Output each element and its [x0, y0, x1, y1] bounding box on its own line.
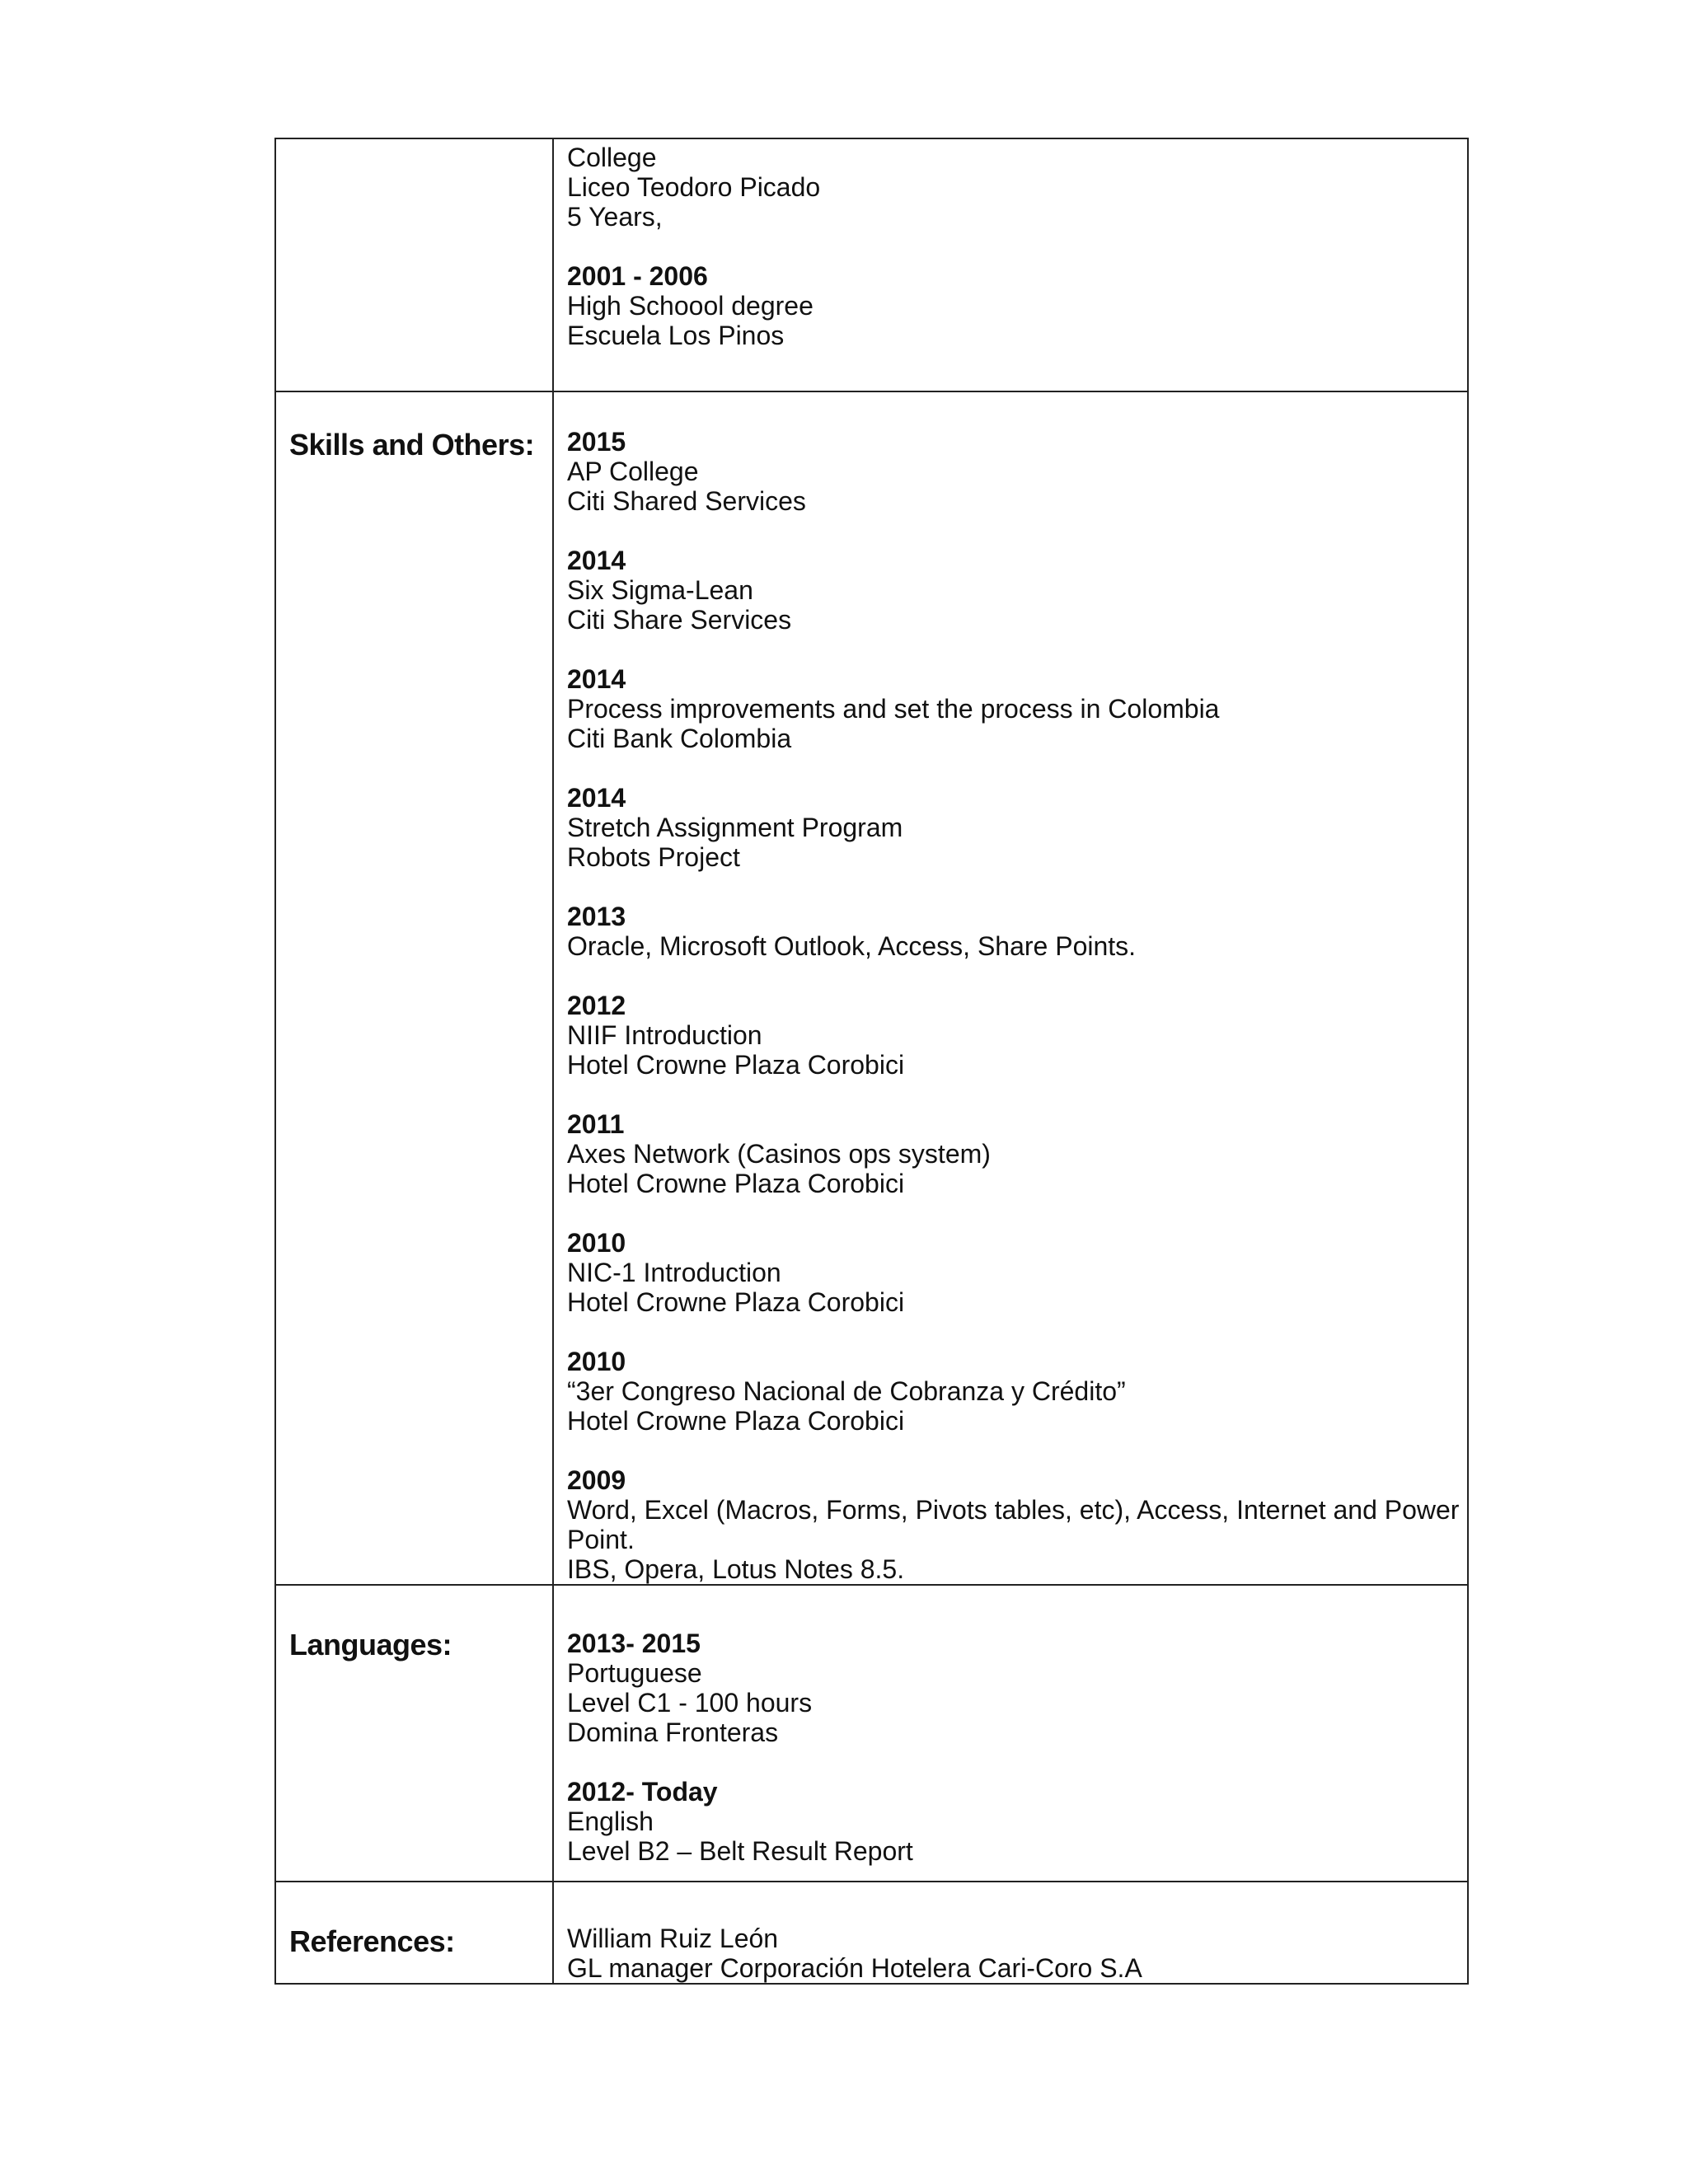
skills-entry [567, 1109, 1467, 1198]
languages-entry-line: Domina Fronteras [567, 1718, 779, 1747]
skills-entry-year: 2012 [567, 991, 626, 1020]
skills-entry-line: Process improvements and set the process in Colombia [567, 694, 1220, 724]
education-label-cell [275, 138, 553, 391]
references-row [275, 1882, 1468, 1984]
skills-entry [567, 991, 1467, 1080]
references-entry [567, 1924, 1467, 1983]
skills-entry-line: Hotel Crowne Plaza Corobici [567, 1169, 905, 1198]
skills-entry-line: Citi Bank Colombia [567, 724, 792, 753]
education-entry [567, 143, 1467, 232]
skills-label-cell [275, 391, 553, 1585]
education-entry [567, 261, 1467, 350]
skills-label: Skills and Others: [289, 428, 535, 462]
languages-entry [567, 1777, 1467, 1866]
education-entry-line: High Schoool degree [567, 291, 814, 321]
skills-row [275, 391, 1468, 1585]
skills-entry [567, 546, 1467, 635]
references-label: References: [289, 1924, 455, 1958]
skills-entry-line: Stretch Assignment Program [567, 813, 903, 842]
skills-entry-year: 2009 [567, 1465, 626, 1495]
education-entry-line: Liceo Teodoro Picado [567, 172, 821, 202]
skills-entry-year: 2014 [567, 546, 626, 575]
skills-entry-line: Citi Share Services [567, 605, 792, 635]
skills-entry [567, 1228, 1467, 1317]
languages-entry-line: Level B2 – Belt Result Report [567, 1836, 913, 1866]
skills-entry-line: Word, Excel (Macros, Forms, Pivots tables, etc), Access, Internet and Power Point. [567, 1495, 1460, 1554]
skills-entry-line: NIIF Introduction [567, 1020, 762, 1050]
languages-entry-year: 2012- Today [567, 1777, 718, 1807]
skills-entry-line: Hotel Crowne Plaza Corobici [567, 1050, 905, 1080]
languages-content-cell [553, 1585, 1468, 1882]
skills-entry-year: 2013 [567, 902, 626, 931]
skills-entry-line: Six Sigma-Lean [567, 575, 753, 605]
skills-entry-line: Hotel Crowne Plaza Corobici [567, 1406, 905, 1436]
skills-entry-year: 2014 [567, 783, 626, 813]
education-entry-line: College [567, 143, 657, 172]
skills-entry-line: NIC-1 Introduction [567, 1258, 781, 1287]
references-label-cell [275, 1882, 553, 1984]
skills-entry-line: “3er Congreso Nacional de Cobranza y Crédito” [567, 1376, 1126, 1406]
skills-entry [567, 664, 1467, 753]
skills-content [554, 392, 1467, 1584]
references-entry-line: William Ruiz León [567, 1924, 779, 1953]
languages-entry-line: Portuguese [567, 1658, 702, 1688]
languages-entry-line: Level C1 - 100 hours [567, 1688, 813, 1718]
skills-entry-line: Citi Shared Services [567, 486, 806, 516]
languages-entry [567, 1629, 1467, 1747]
languages-content [554, 1586, 1467, 1866]
languages-entry-year: 2013- 2015 [567, 1629, 701, 1658]
languages-label: Languages: [289, 1628, 452, 1661]
languages-entry-line: English [567, 1807, 654, 1836]
skills-entry-year: 2015 [567, 427, 626, 457]
skills-entry [567, 1347, 1467, 1436]
skills-entry-line: Axes Network (Casinos ops system) [567, 1139, 991, 1169]
languages-label-cell [275, 1585, 553, 1882]
skills-entry-line: Robots Project [567, 842, 740, 872]
skills-entry-line: AP College [567, 457, 699, 486]
skills-entry [567, 1465, 1467, 1584]
education-row [275, 138, 1468, 391]
cv-table [274, 138, 1469, 1985]
languages-row [275, 1585, 1468, 1882]
education-entry-line: 5 Years, [567, 202, 663, 232]
education-entry-line: Escuela Los Pinos [567, 321, 785, 350]
skills-content-cell [553, 391, 1468, 1585]
skills-entry-year: 2011 [567, 1109, 625, 1139]
skills-entry-year: 2014 [567, 664, 626, 694]
references-entry-line: GL manager Corporación Hotelera Cari-Coro S.A [567, 1953, 1142, 1983]
education-entry-year: 2001 - 2006 [567, 261, 708, 291]
skills-entry [567, 783, 1467, 872]
education-content-cell [553, 138, 1468, 391]
skills-entry-line: Hotel Crowne Plaza Corobici [567, 1287, 905, 1317]
education-content [554, 139, 1467, 350]
skills-entry-year: 2010 [567, 1228, 626, 1258]
references-content [554, 1882, 1467, 1983]
skills-entry-year: 2010 [567, 1347, 626, 1376]
skills-entry [567, 902, 1467, 961]
skills-entry-line: IBS, Opera, Lotus Notes 8.5. [567, 1554, 905, 1584]
skills-entry [567, 427, 1467, 516]
references-content-cell [553, 1882, 1468, 1984]
skills-entry-line: Oracle, Microsoft Outlook, Access, Share Points. [567, 931, 1137, 961]
